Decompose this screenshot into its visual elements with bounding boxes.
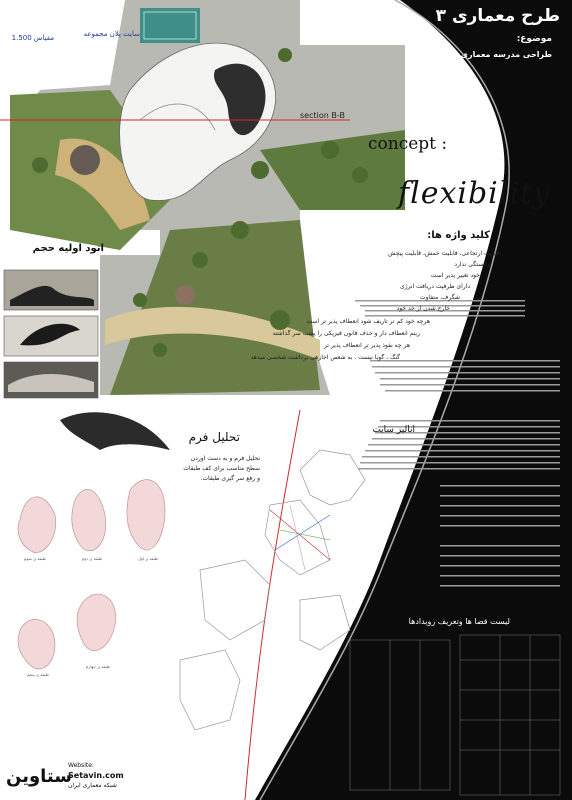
keyword-item: خارج شدن از حد خود: [396, 305, 450, 312]
keyword-item: گنگ ، گویا نیست . به شعص اجازهی برداشت شخصی میدهد: [250, 354, 400, 361]
watermark-subtitle: شبکه معماری ایران: [68, 782, 117, 789]
keyword-item: دارای ظرفیت دریافت انرژی: [399, 283, 470, 290]
keyword-item: هرچه خود کم تر تاریف شود انعطاف پذیر تر است: [306, 318, 430, 325]
keyword-item: قابلیت ارتجاعی، قابلیت خمش، قابلیت پیچش: [388, 250, 500, 257]
form-analysis-line: تحلیل فرم و به دست اوردن: [190, 455, 260, 462]
keyword-item: خود تغییر پذیر است: [430, 272, 480, 279]
floor-label: طبقه ی اول: [137, 556, 159, 561]
site-plan-title: سایت پلان مجموعه: [83, 30, 140, 38]
watermark-logo: ستاوین: [6, 766, 72, 787]
concept-word: flexibility: [398, 176, 551, 211]
floor-label: طبقه ی دوم: [81, 556, 103, 561]
subject-label: موضوع:: [516, 34, 552, 44]
subject-value: طراحی مدرسه معماری: [460, 50, 552, 59]
keyword-item: شگرف، متفاوت: [419, 294, 460, 301]
watermark-url[interactable]: Setavin.com: [68, 771, 124, 780]
keyword-item: هر چه نفوذ پذیر تر انعطاف پذیر تر: [324, 342, 410, 349]
form-wave: [60, 412, 170, 450]
floor-label: طبقه ی چهارم: [85, 664, 111, 669]
keyword-item: ریتم انعطاف دار و حذف قانون فیزیکی را پشت سر گذاشته: [272, 330, 420, 337]
keyword-item: وابستگی ندارد: [454, 261, 490, 268]
floor-label: طبقه ی سوم: [23, 556, 47, 561]
form-analysis-title: تحلیل فرم: [188, 430, 240, 444]
site-analysis-title: انالیز سایت: [372, 425, 415, 435]
site-plan-scale: مقیاس 1.500: [11, 34, 54, 42]
form-analysis-line: سطح مناسب برای کف طبقات: [183, 465, 260, 472]
page-title: طرح معماری ۳: [435, 6, 560, 26]
initial-volume-title: اتود اولیه حجم: [32, 243, 104, 254]
form-analysis-line: و رفع سر گیری طبقات.: [200, 475, 260, 482]
concept-label: concept :: [368, 134, 448, 154]
section-label: section B-B: [300, 111, 345, 120]
spaces-list-title: لیست فضا ها وتعریف رویدادها: [408, 617, 510, 626]
watermark-website-label: Website:: [68, 762, 94, 769]
keywords-title: کلید واژه ها:: [427, 230, 490, 241]
floor-label: طبقه ی پنجم: [27, 672, 49, 677]
